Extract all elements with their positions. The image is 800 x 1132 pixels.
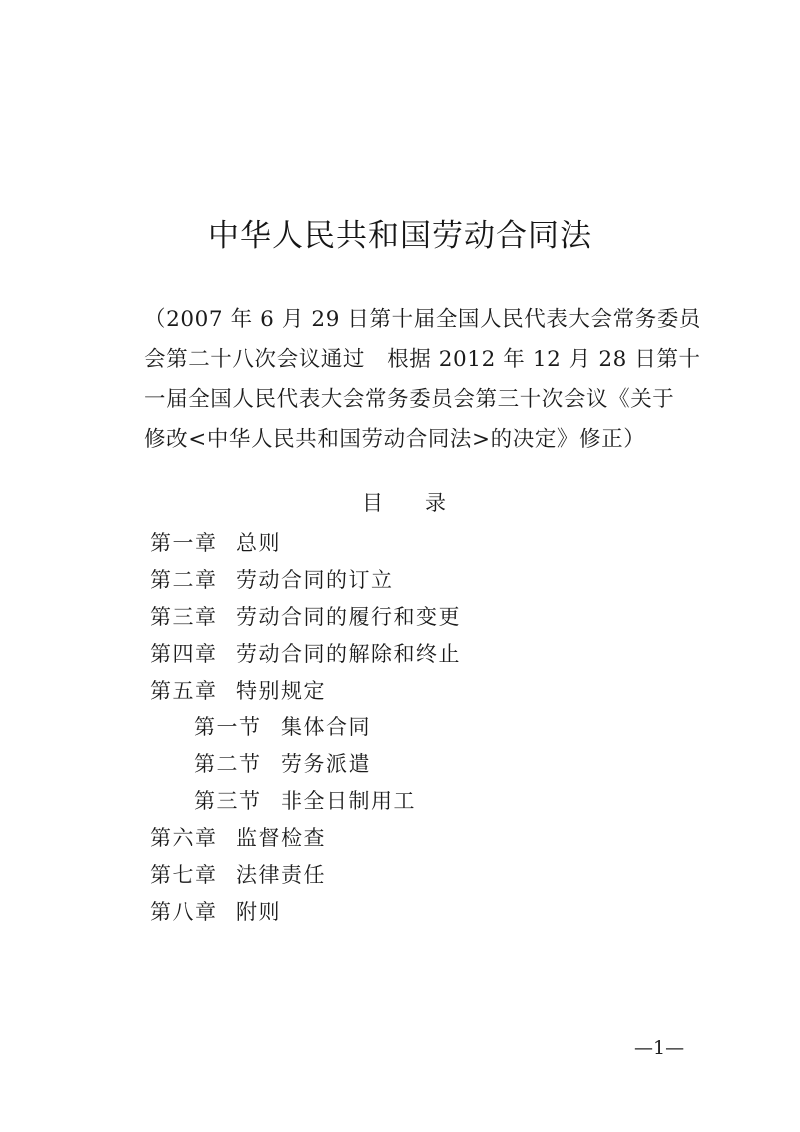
toc-item-number: 第一章 [150, 531, 218, 555]
page-number: —1— [634, 1037, 685, 1059]
toc-item-number: 第二节 [194, 752, 262, 777]
toc-item-title: 法律责任 [236, 863, 326, 888]
toc-item-chapter-6[interactable] [150, 823, 461, 860]
preamble-line: 修改<中华人民共和国劳动合同法>的决定》修正） [144, 427, 646, 452]
toc-heading-char: 目 [362, 491, 383, 515]
toc-item-chapter-7[interactable] [150, 860, 461, 897]
toc-item-title: 特别规定 [236, 678, 326, 703]
toc-item-number: 第三节 [194, 789, 262, 814]
toc-item-number: 第四章 [150, 641, 218, 666]
toc-item-title: 集体合同 [281, 715, 371, 740]
document-title: 中华人民共和国劳动合同法 [208, 218, 592, 254]
toc-item-title: 劳动合同的履行和变更 [236, 604, 461, 629]
toc-item-title: 附则 [236, 899, 281, 924]
toc-item-chapter-2[interactable] [150, 565, 461, 602]
toc-item-title: 监督检查 [236, 826, 326, 851]
toc-item-chapter-3[interactable] [150, 602, 461, 639]
toc-item-title: 劳动合同的订立 [236, 567, 394, 592]
toc-item-section-3[interactable] [150, 786, 461, 823]
toc-item-chapter-8[interactable] [150, 897, 461, 934]
toc-item-chapter-1[interactable] [150, 528, 461, 565]
toc-item-number: 第三章 [150, 604, 218, 629]
toc-item-title: 总则 [236, 531, 281, 555]
toc-item-chapter-5[interactable] [150, 676, 461, 713]
toc-item-number: 第六章 [150, 826, 218, 851]
preamble-line: 会第二十八次会议通过 根据 2012 年 12 月 28 日第十 [144, 347, 701, 372]
toc-item-number: 第七章 [150, 863, 218, 888]
toc-item-number: 第八章 [150, 899, 218, 924]
toc-item-title: 非全日制用工 [281, 789, 416, 814]
toc-item-section-1[interactable] [150, 712, 461, 749]
toc-item-number: 第五章 [150, 678, 218, 703]
preamble [144, 300, 702, 460]
toc-item-section-2[interactable] [150, 749, 461, 786]
toc-item-number: 第一节 [194, 715, 262, 740]
table-of-contents [150, 528, 461, 934]
preamble-line: 一届全国人民代表大会常务委员会第三十次会议《关于 [144, 387, 675, 412]
toc-item-title: 劳务派遣 [281, 752, 371, 777]
toc-item-chapter-4[interactable] [150, 639, 461, 676]
preamble-line: （2007 年 6 月 29 日第十届全国人民代表大会常务委员 [144, 307, 702, 332]
toc-item-title: 劳动合同的解除和终止 [236, 641, 461, 666]
toc-item-number: 第二章 [150, 567, 218, 592]
toc-heading-char: 录 [425, 491, 446, 515]
toc-heading [362, 488, 446, 518]
